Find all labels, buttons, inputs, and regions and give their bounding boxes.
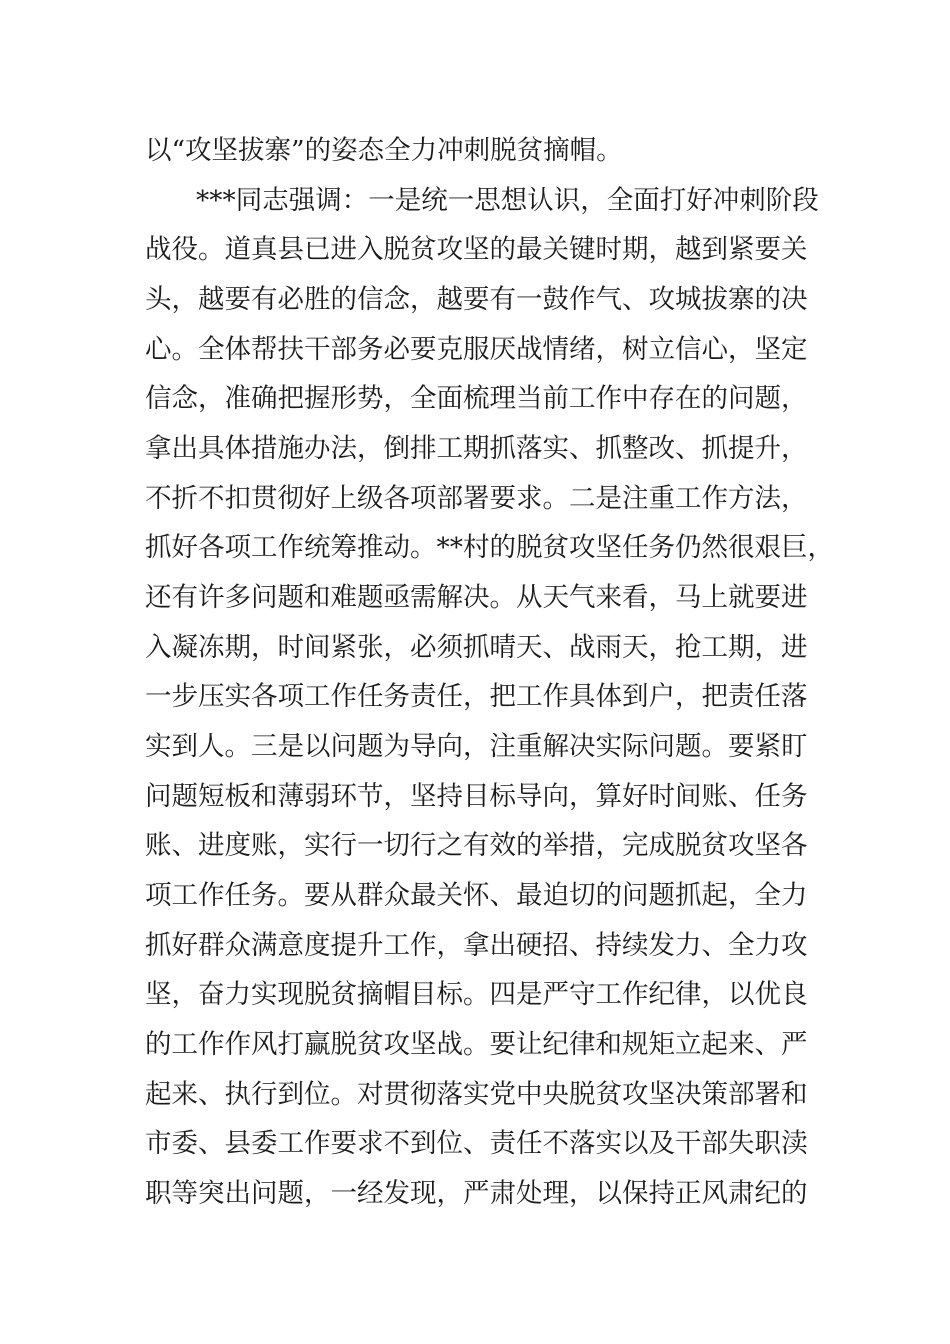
text-line: 抓好群众满意度提升工作，拿出硬招、持续发力、全力攻 (145, 930, 808, 961)
text-line: 信念，准确把握形势，全面梳理当前工作中存在的问题， (145, 383, 808, 414)
text-line: 起来、执行到位。对贯彻落实党中央脱贫攻坚决策部署和 (145, 1079, 808, 1110)
text-line: 头，越要有必胜的信念，越要有一鼓作气、攻城拔寨的决 (145, 284, 808, 315)
text-line: 问题短板和薄弱环节，坚持目标导向，算好时间账、任务 (145, 781, 808, 812)
text-line: ***同志强调：一是统一思想认识，全面打好冲刺阶段 (196, 185, 819, 216)
text-line: 账、进度账，实行一切行之有效的举措，完成脱贫攻坚各 (145, 830, 808, 861)
text-line: 的工作作风打赢脱贫攻坚战。要让纪律和规矩立起来、严 (145, 1029, 808, 1060)
text-line: 抓好各项工作统筹推动。**村的脱贫攻坚任务仍然很艰巨， (145, 532, 834, 563)
text-line: 坚，奋力实现脱贫摘帽目标。四是严守工作纪律，以优良 (145, 979, 808, 1010)
text-line: 职等突出问题，一经发现，严肃处理，以保持正风肃纪的 (145, 1178, 808, 1209)
text-line: 还有许多问题和难题亟需解决。从天气来看，马上就要进 (145, 582, 808, 613)
text-line: 项工作任务。要从群众最关怀、最迫切的问题抓起，全力 (145, 880, 808, 911)
text-line: 一步压实各项工作任务责任，把工作具体到户，把责任落 (145, 681, 808, 712)
text-line: 心。全体帮扶干部务必要克服厌战情绪，树立信心，坚定 (145, 334, 808, 365)
text-line: 以“攻坚拔寨”的姿态全力冲刺脱贫摘帽。 (145, 135, 623, 166)
text-line: 不折不扣贯彻好上级各项部署要求。二是注重工作方法， (145, 483, 808, 514)
text-line: 入凝冻期，时间紧张，必须抓晴天、战雨天，抢工期，进 (145, 632, 808, 663)
text-line: 实到人。三是以问题为导向，注重解决实际问题。要紧盯 (145, 731, 808, 762)
text-line: 战役。道真县已进入脱贫攻坚的最关键时期，越到紧要关 (145, 234, 808, 265)
text-line: 拿出具体措施办法，倒排工期抓落实、抓整改、抓提升， (145, 433, 808, 464)
text-line: 市委、县委工作要求不到位、责任不落实以及干部失职渎 (145, 1128, 808, 1159)
